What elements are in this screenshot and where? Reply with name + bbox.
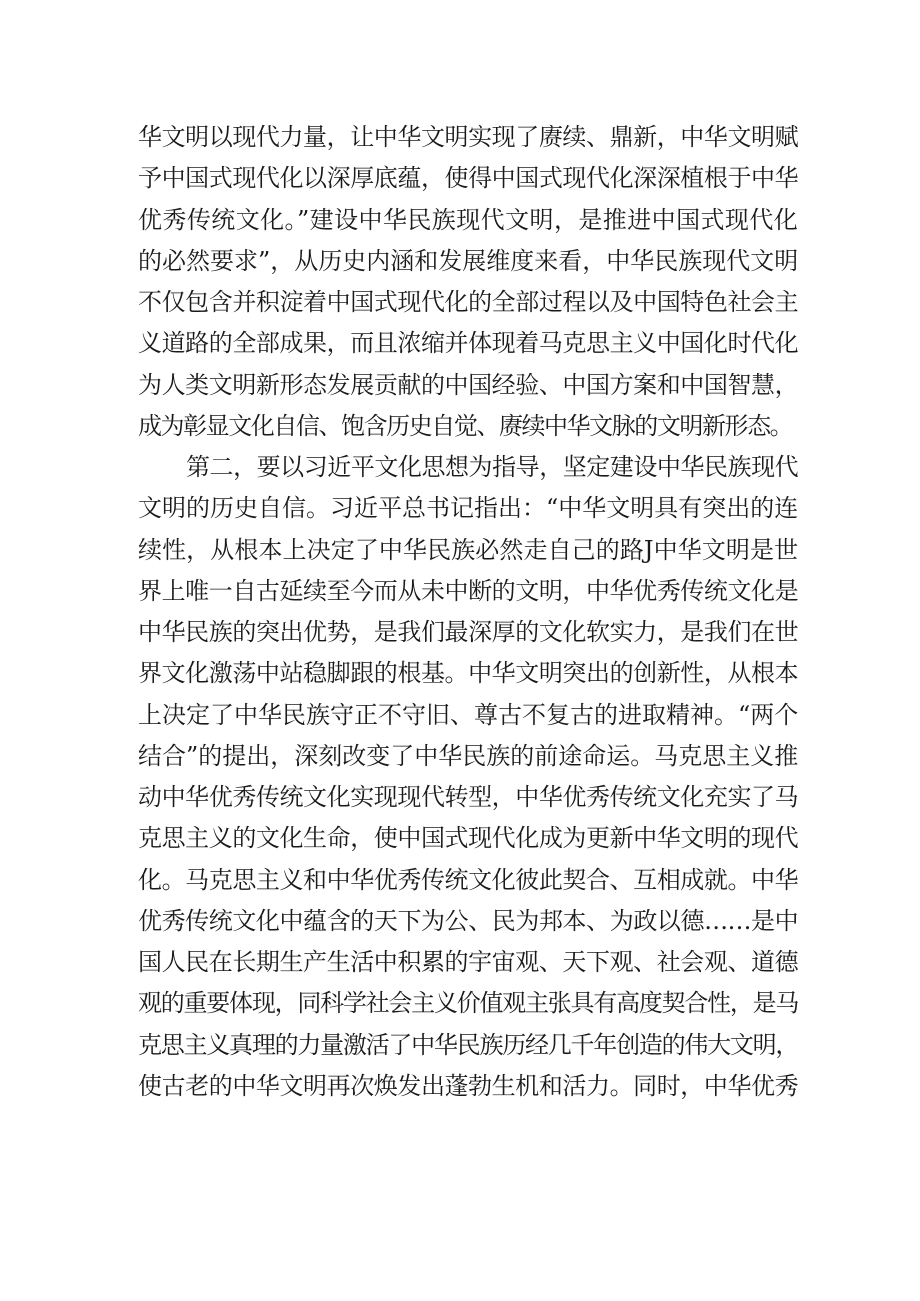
text-line: 界上唯一自古延续至今而从未中断的文明，中华优秀传统文化是: [138, 576, 798, 605]
text-line: 续性，从根本上决定了中华民族必然走自己的路J中华文明是世: [138, 535, 798, 564]
text-line: 中华民族的突出优势，是我们最深厚的文化软实力，是我们在世: [138, 618, 798, 646]
text-line: 不仅包含并积淀着中国式现代化的全部过程以及中国特色社会主: [138, 288, 798, 316]
text-line: 为人类文明新形态发展贡献的中国经验、中国方案和中国智慧，: [138, 370, 798, 399]
text-line: 克思主义真理的力量激活了中华民族历经几千年创造的伟大文明，: [138, 1030, 798, 1059]
text-line: 优秀传统文化中蕴含的天下为公、民为邦本、为政以德……是中: [138, 906, 798, 935]
text-line: 结合”的提出，深刻改变了中华民族的前途命运。马克思主义推: [138, 741, 798, 770]
text-line: 动中华优秀传统文化实现现代转型，中华优秀传统文化充实了马: [138, 783, 798, 811]
paragraph-start-line: 第二，要以习近平文化思想为指导，坚定建设中华民族现代: [186, 453, 798, 481]
text-line: 予中国式现代化以深厚底蕴，使得中国式现代化深深植根于中华: [138, 164, 798, 193]
text-line: 文明的历史自信。习近平总书记指出：“中华文明具有突出的连: [138, 494, 798, 523]
text-line: 化。马克思主义和中华优秀传统文化彼此契合、互相成就。中华: [138, 865, 798, 894]
text-line: 上决定了中华民族守正不守旧、尊古不复古的进取精神。“两个: [138, 700, 798, 729]
text-line: 观的重要体现，同科学社会主义价值观主张具有高度契合性，是马: [138, 989, 798, 1018]
text-line: 界文化激荡中站稳脚跟的根基。中华文明突出的创新性，从根本: [138, 659, 798, 688]
text-line: 国人民在长期生产生活中积累的宇宙观、天下观、社会观、道德: [138, 948, 798, 976]
body-text: [138, 117, 798, 1107]
text-line: 克思主义的文化生命，使中国式现代化成为更新中华文明的现代: [138, 824, 798, 853]
text-line: 义道路的全部成果，而且浓缩并体现着马克思主义中国化时代化: [138, 329, 798, 358]
text-line: 的必然要求”，从历史内涵和发展维度来看，中华民族现代文明: [138, 246, 798, 275]
text-line: 华文明以现代力量，让中华文明实现了赓续、鼎新，中华文明赋: [138, 123, 798, 151]
text-line: 成为彰显文化自信、饱含历史自觉、赓续中华文脉的文明新形态。: [138, 411, 793, 440]
text-line: 优秀传统文化。”建设中华民族现代文明，是推进中国式现代化: [138, 205, 798, 234]
text-line: 使古老的中华文明再次焕发出蓬勃生机和活力。同时，中华优秀: [138, 1071, 798, 1100]
